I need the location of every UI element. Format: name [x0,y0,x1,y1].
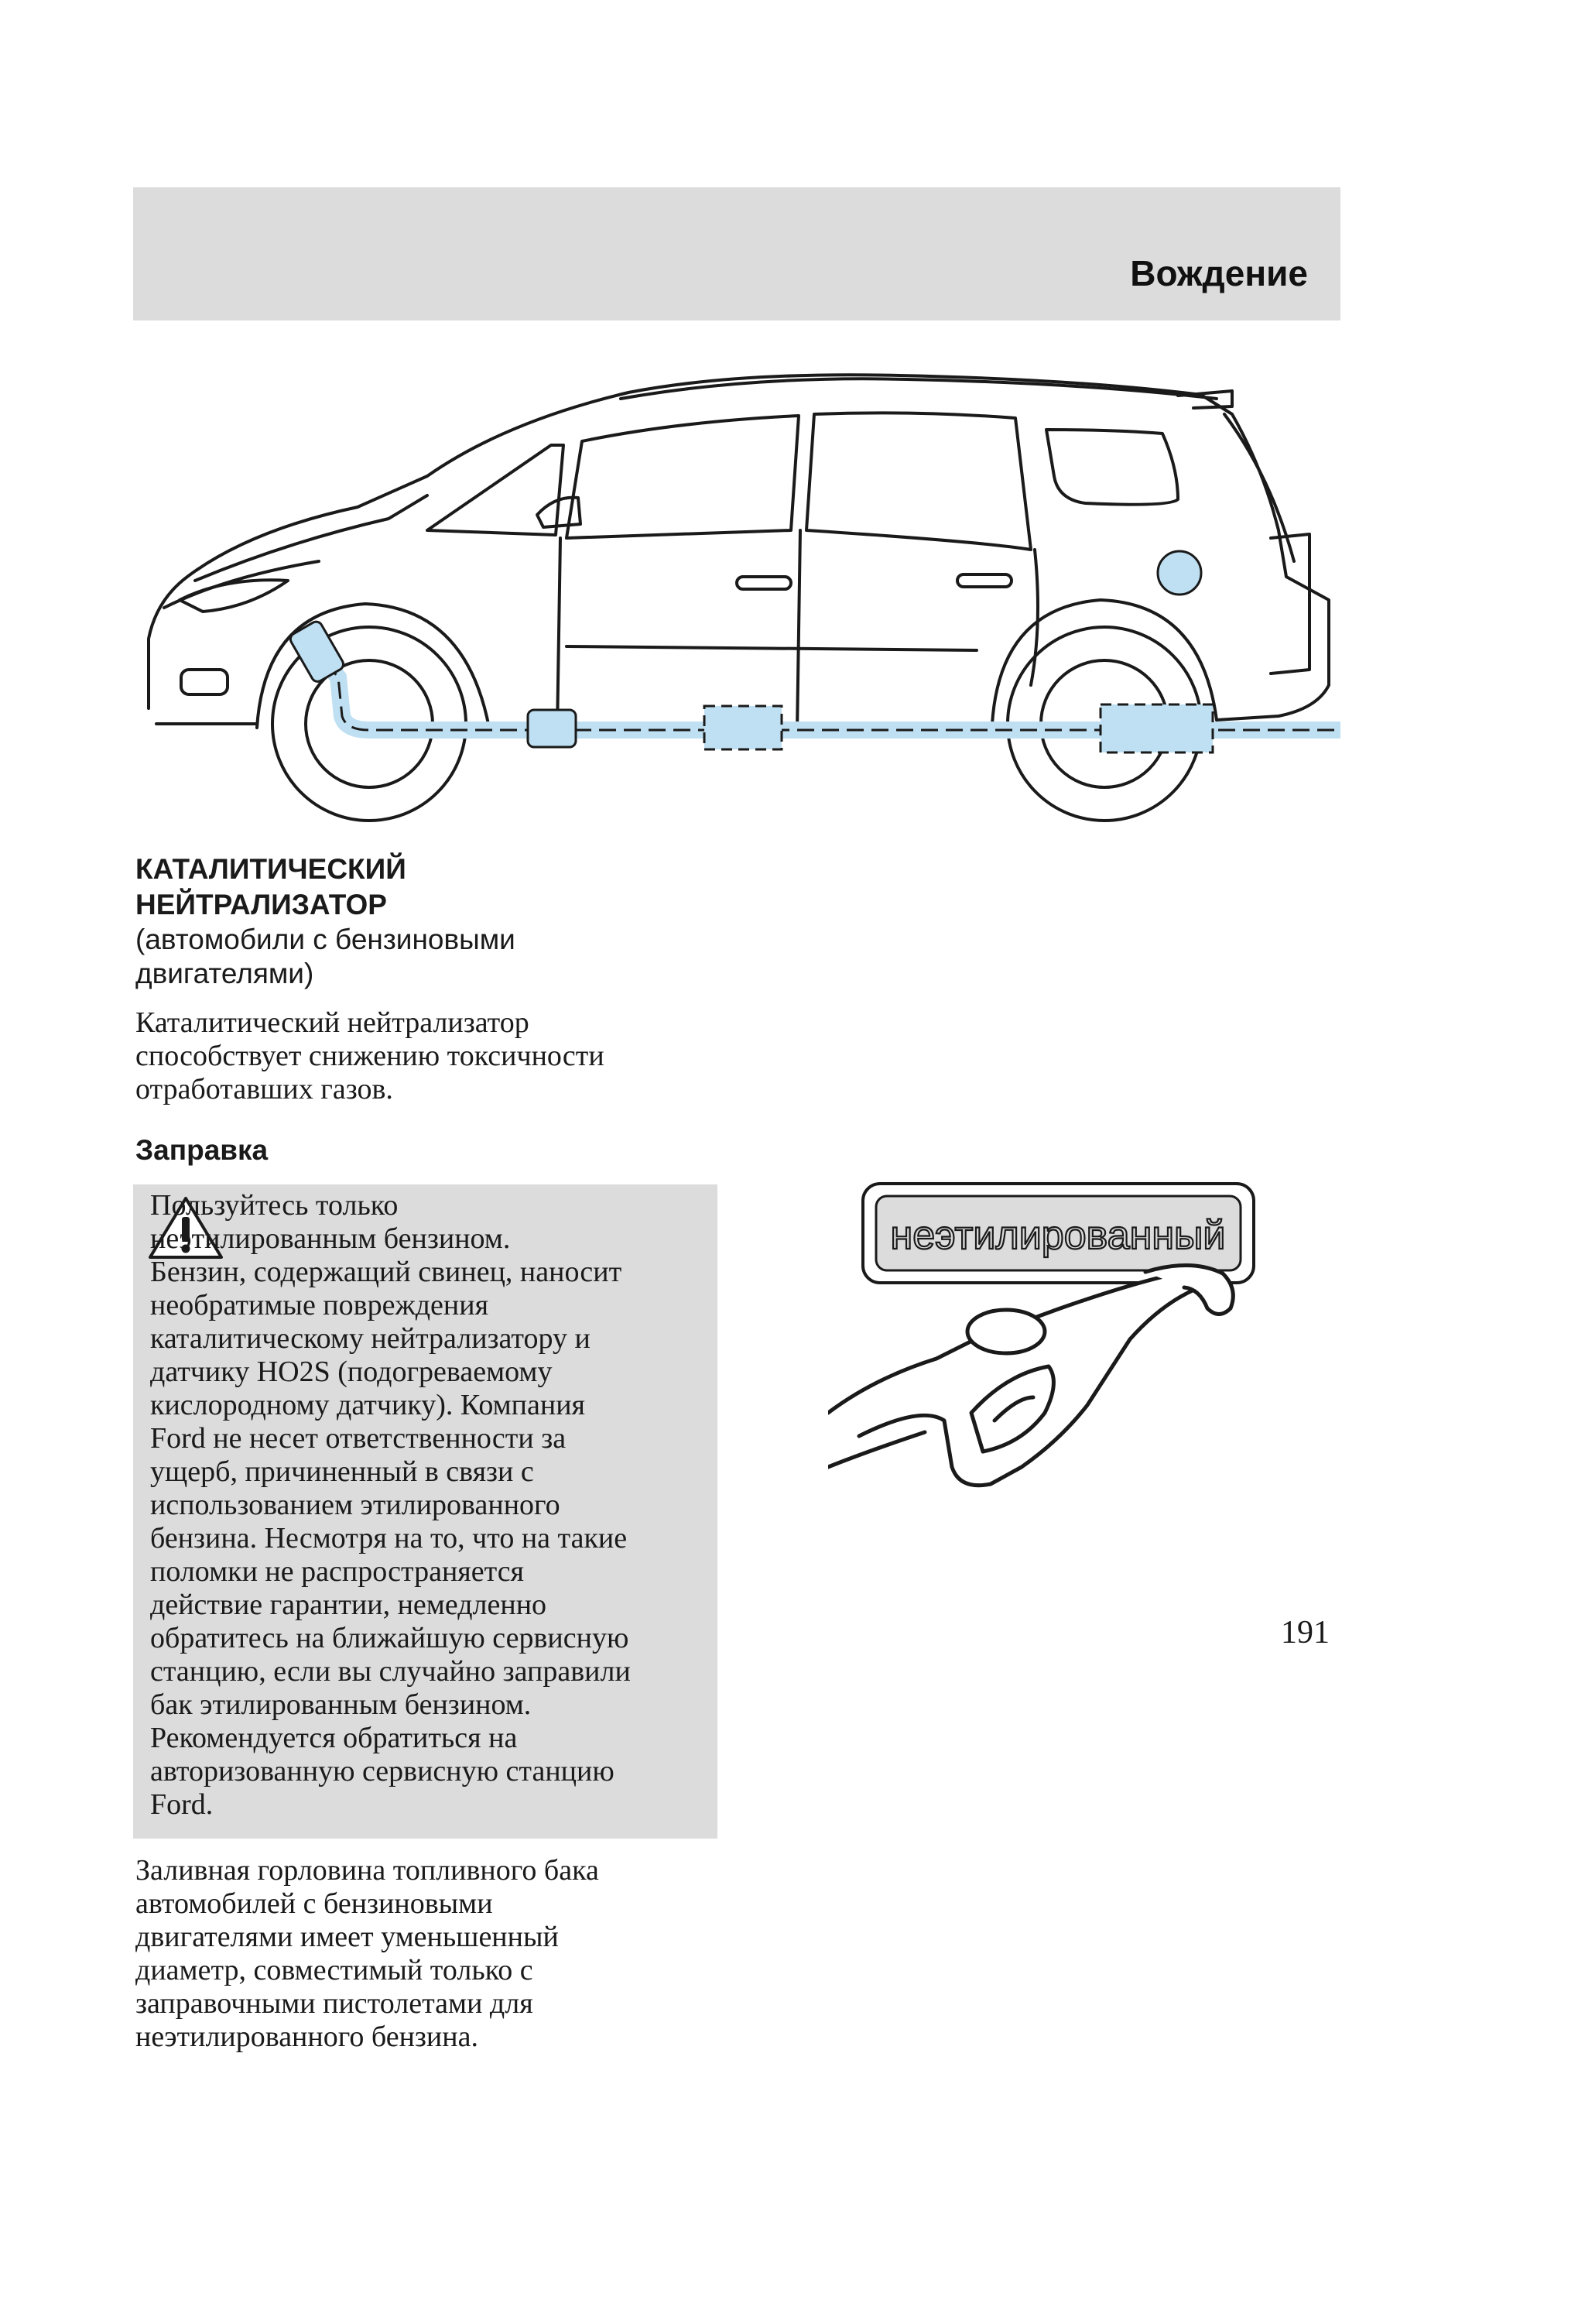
header-band [133,187,1340,320]
refuel-body: Заливная горловина топливного бака автомобилей с бензиновыми двигателями имеет уменьшенный диаметр, совместимый только с заправочными пистолетами для неэтилированного бензина. [135,1854,599,2053]
warning-box [133,1184,717,1839]
catalyst-body: Каталитический нейтрализатор способствует снижению токсичности отработавших газов. [135,1006,604,1105]
car-exhaust-illustration [133,344,1340,848]
warning-text: Пользуйтесь только неэтилированным бензином. Бензин, содержащий свинец, наносит необратимые повреждения каталитическому нейтрализатору и датчику HO2S (подогреваемому кислородному датчику). Компания Ford не несет ответственности за ущерб, причиненный в связи с использованием этилированного бензина. Несмотря на то, что на такие поломки не распространяется действие гарантии, немедленно обратитесь на ближайшую сервисную станцию, если вы случайно заправили бак этилированным бензином. Рекомендуется обратиться на авторизованную сервисную станцию Ford. [150,1189,631,1821]
page-number: 191 [1281,1615,1330,1650]
page-section-title: Вождение [1130,253,1308,293]
fuel-nozzle-illustration [828,1173,1277,1537]
catalyst-subheading: (автомобили с бензиновыми двигателями) [135,924,515,989]
unleaded-label: неэтилированный [890,1213,1226,1258]
catalyst-heading-line1: КАТАЛИТИЧЕСКИЙ [135,853,406,885]
catalyst-heading [135,852,724,923]
catalyst-heading-line2: НЕЙТРАЛИЗАТОР [135,889,387,920]
refuel-heading: Заправка [135,1134,269,1166]
